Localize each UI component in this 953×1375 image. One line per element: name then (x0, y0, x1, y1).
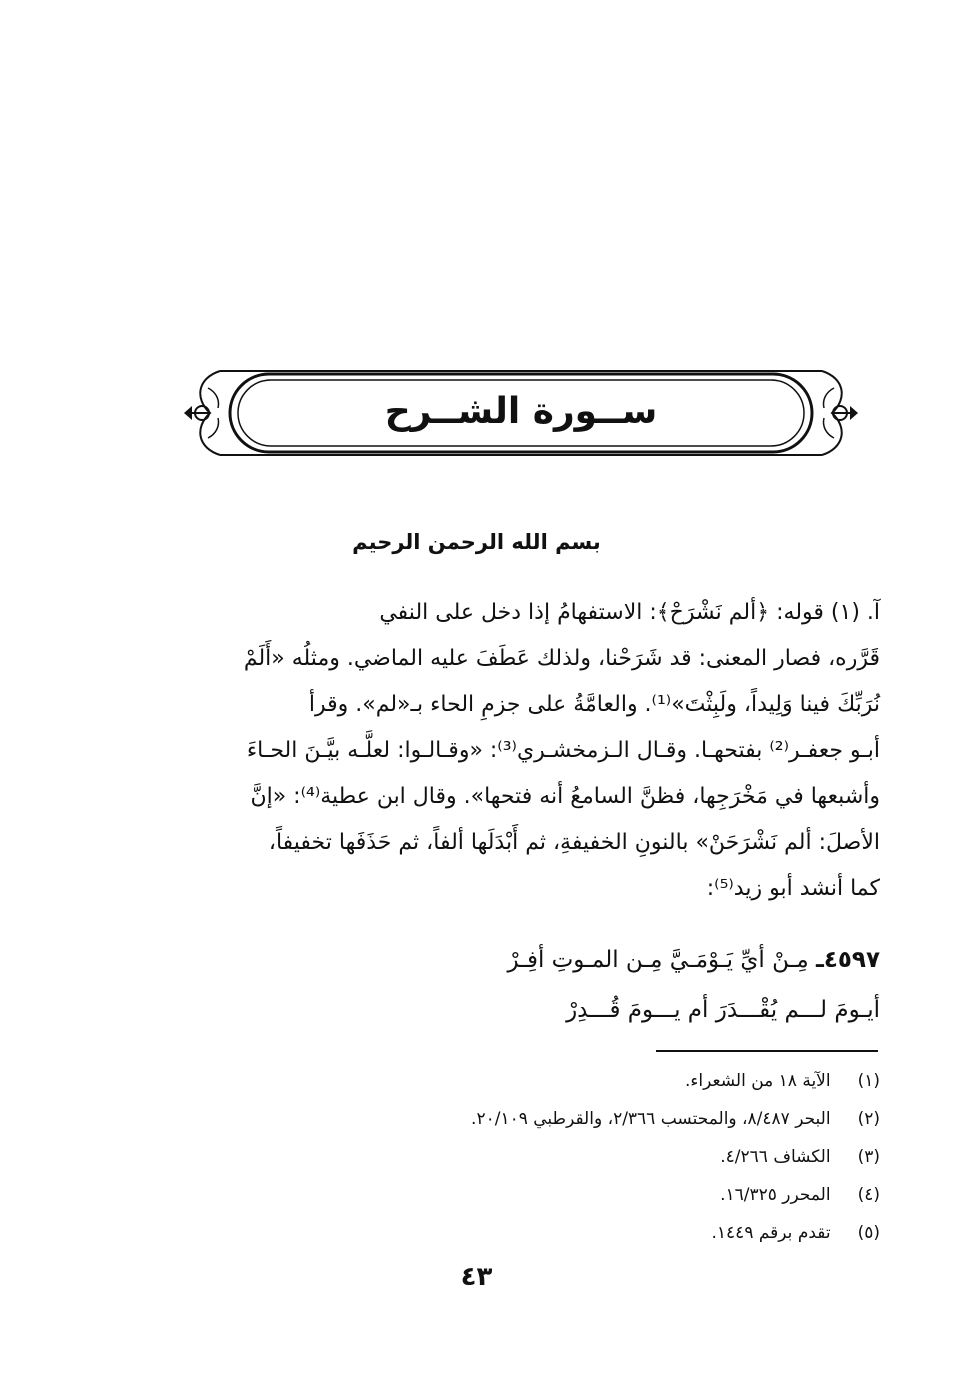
footnote-number: (٣) (857, 1147, 880, 1167)
footnote-number: (٢) (857, 1109, 880, 1129)
verse-number: ٤٥٩٧ـ (815, 947, 880, 973)
footnote-divider (656, 1050, 878, 1052)
footnote-text: الكشاف ٤/٢٦٦. (720, 1147, 831, 1167)
footnote (300, 1138, 880, 1176)
footnote-number: (٤) (857, 1185, 880, 1205)
commentary-line: أبـو جعفـر⁽²⁾ بفتحهـا. وقـال الـزمخشـري⁽³⁾: «وقـالـوا: لعلَّـه بيَّـنَ الحـاءَ (246, 738, 880, 763)
verse-hemistich-2: أيـومَ لـــم يُقْـــدَرَ أم يـــومَ قُـــدِرْ (566, 997, 880, 1023)
footnote (300, 1062, 880, 1100)
verse-hemistich-1: مِـنْ أيِّ يَـوْمَـيَّ مِـن المـوتِ أفِـرْ (507, 947, 809, 973)
footnote (300, 1214, 880, 1252)
verse-line-1 (180, 935, 880, 985)
poetry-verse (180, 935, 880, 1035)
right-ornament-icon (822, 371, 858, 455)
surah-header-frame (180, 368, 862, 458)
commentary-line: الأصلَ: ألم نَشْرَحَنْ» بالنونِ الخفيفةِ، ثم أَبْدَلَها ألفاً، ثم حَذَفَها تخفيفاً، (268, 830, 880, 855)
commentary-line: كما أنشد أبو زيد⁽⁵⁾: (706, 876, 880, 901)
page-number: ٤٣ (460, 1262, 493, 1292)
footnote-text: المحرر ١٦/٣٢٥. (720, 1185, 831, 1205)
commentary-line: آ. (١) قوله: ﴿ألم نَشْرَحْ﴾: الاستفهامُ إذا دخل على النفي (379, 600, 880, 625)
commentary-body (180, 590, 880, 912)
commentary-line: وأشبعها في مَخْرَجِها، فظنَّ السامعُ أنه فتحها». وقال ابن عطية⁽⁴⁾: «إنَّ (250, 784, 880, 809)
footnotes (300, 1062, 880, 1252)
verse-line-2 (180, 985, 880, 1035)
commentary-line: نُرَبِّكَ فينا وَلِيداً، ولَبِثْتَ»⁽¹⁾. والعامَّةُ على جزمِ الحاء بـ«لم». وقرأ (308, 692, 880, 717)
footnote (300, 1100, 880, 1138)
footnote-number: (١) (857, 1071, 880, 1091)
footnote-text: الآية ١٨ من الشعراء. (685, 1071, 831, 1091)
footnote-text: تقدم برقم ١٤٤٩. (711, 1223, 831, 1243)
left-ornament-icon (184, 371, 220, 455)
footnote-text: البحر ٨/٤٨٧، والمحتسب ٢/٣٦٦، والقرطبي ٢٠/١٠٩. (471, 1109, 831, 1129)
commentary-line: قَرَّره، فصار المعنى: قد شَرَحْنا، ولذلك عَطَفَ عليه الماضي. ومثلُه «أَلَمْ (243, 646, 880, 671)
basmala: بسم الله الرحمن الرحيم (352, 530, 601, 554)
footnote-number: (٥) (857, 1223, 880, 1243)
surah-title: ســورة الشــرح (384, 391, 658, 432)
footnote (300, 1176, 880, 1214)
